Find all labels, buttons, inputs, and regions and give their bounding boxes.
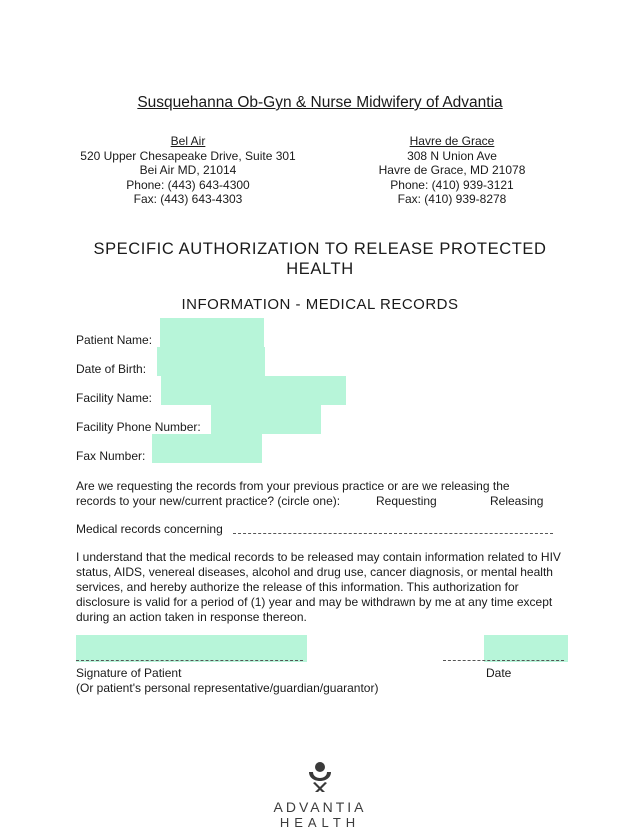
facility-name-input[interactable]: [161, 376, 346, 405]
document-subtitle: INFORMATION - MEDICAL RECORDS: [181, 296, 459, 313]
facility-name-label: Facility Name:: [76, 391, 153, 405]
dob-input[interactable]: [157, 347, 265, 376]
location-address1: 308 N Union Ave: [407, 148, 497, 163]
fax-number-input[interactable]: [152, 434, 262, 463]
location-fax: Fax: (443) 643-4303: [133, 192, 243, 206]
facility-phone-label: Facility Phone Number:: [76, 420, 201, 434]
logo-text-health: HEALTH: [279, 815, 361, 830]
location-havre-de-grace: [352, 134, 552, 207]
document-title: SPECIFIC AUTHORIZATION TO RELEASE PROTECTED HEALTH: [93, 240, 547, 278]
records-concerning-line[interactable]: [233, 533, 553, 534]
patient-name-label: Patient Name:: [76, 333, 153, 347]
signature-underline: [76, 660, 303, 661]
option-releasing[interactable]: Releasing: [490, 494, 544, 508]
dob-label: Date of Birth:: [76, 362, 147, 376]
location-address1: 520 Upper Chesapeake Drive, Suite 301: [80, 148, 296, 163]
signature-note: (Or patient's personal representative/guardian/guarantor): [76, 681, 379, 695]
location-fax: Fax: (410) 939-8278: [397, 192, 507, 206]
date-underline: [443, 660, 564, 661]
location-name: Bel Air: [170, 134, 206, 148]
location-address2: Bei Air MD, 21014: [139, 163, 237, 177]
practice-name: Susquehanna Ob-Gyn & Nurse Midwifery of Advantia: [137, 94, 503, 111]
location-address2: Havre de Grace, MD 21078: [378, 163, 526, 177]
fax-number-label: Fax Number:: [76, 449, 146, 463]
logo-text-advantia: ADVANTIA: [273, 799, 367, 815]
records-concerning-label: Medical records concerning: [76, 522, 223, 536]
date-input[interactable]: [484, 635, 568, 662]
signature-label: Signature of Patient: [76, 666, 182, 680]
patient-name-input[interactable]: [160, 318, 264, 347]
location-phone: Phone: (443) 643-4300: [126, 177, 250, 192]
option-requesting[interactable]: Requesting: [376, 494, 437, 508]
advantia-logo-icon: [305, 760, 335, 792]
date-label: Date: [486, 666, 512, 680]
advantia-logo: [270, 760, 370, 830]
authorization-statement: I understand that the medical records to be released may contain information related to HIV status, AIDS, venereal diseases, alcohol and drug use, cancer diagnosis, or mental health services, and hereby authorize the release of this information. This authorization for disclosure is valid for a period of (1) year and may be withdrawn by me at any time except during an action taken in response thereon.: [76, 550, 561, 624]
signature-input[interactable]: [76, 635, 307, 662]
location-name: Havre de Grace: [409, 134, 495, 148]
facility-phone-input[interactable]: [211, 405, 321, 434]
location-phone: Phone: (410) 939-3121: [390, 177, 514, 192]
location-bel-air: [60, 134, 316, 207]
request-release-question: Are we requesting the records from your previous practice or are we releasing the records to your new/current practice? (circle one):: [76, 479, 510, 508]
